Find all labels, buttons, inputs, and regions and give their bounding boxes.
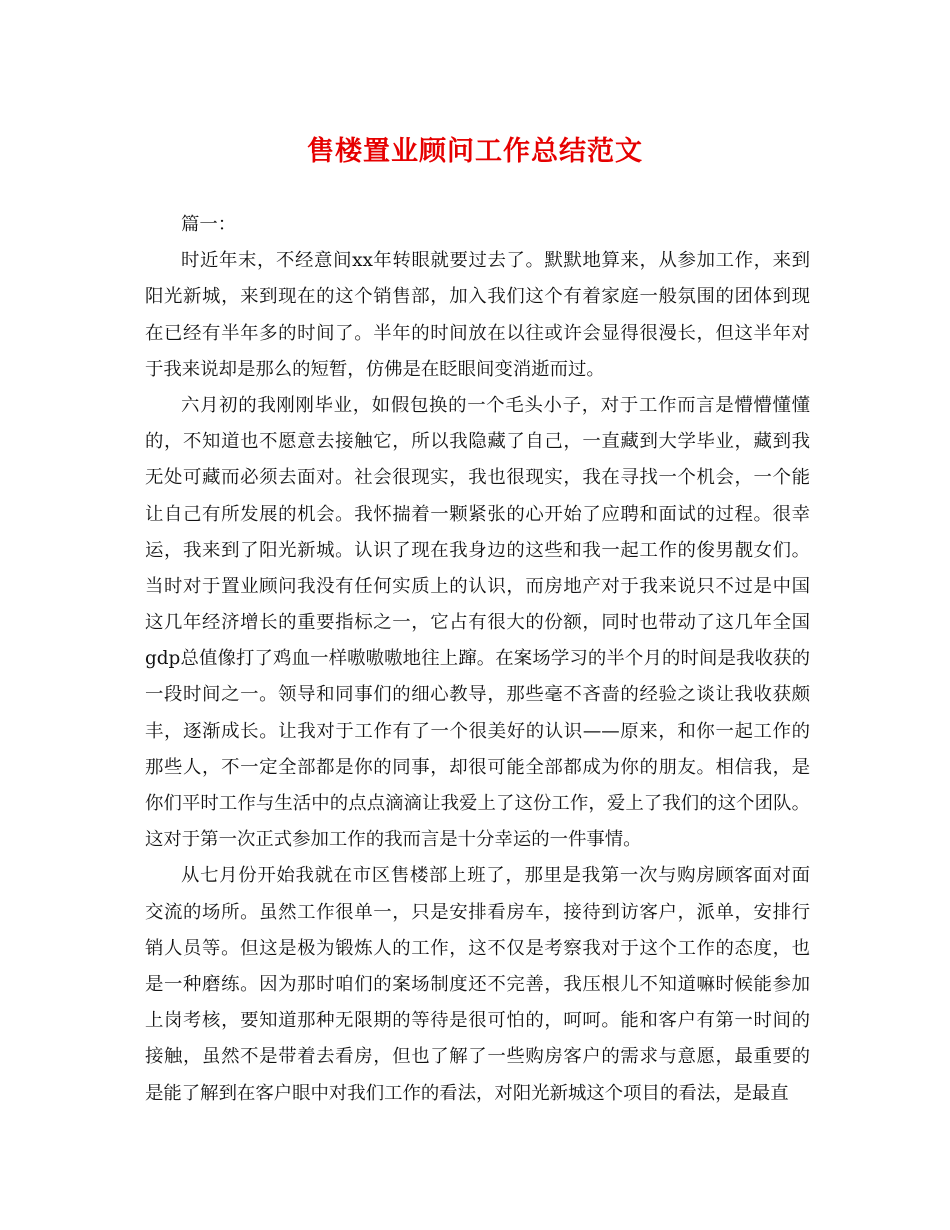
text-line: 时近年末，不经意间xx年转眼就要过去了。默默地算来，从参加工作，来到 <box>181 250 810 272</box>
text-line: 让自己有所发展的机会。我怀揣着一颗紧张的心开始了应聘和面试的过程。很幸 <box>145 503 810 525</box>
text-line: 这几年经济增长的重要指标之一，它占有很大的份额，同时也带动了这几年全国 <box>145 612 810 634</box>
document-body <box>145 207 810 1112</box>
text-line: 六月初的我刚刚毕业，如假包换的一个毛头小子，对于工作而言是懵懵懂懂 <box>181 394 810 416</box>
text-line: 篇一： <box>181 214 237 235</box>
text-line: 阳光新城，来到现在的这个销售部，加入我们这个有着家庭一般氛围的团体到现 <box>145 286 810 308</box>
text-line: 从七月份开始我就在市区售楼部上班了，那里是我第一次与购房顾客面对面 <box>181 865 810 887</box>
text-line: 在已经有半年多的时间了。半年的时间放在以往或许会显得很漫长，但这半年对 <box>145 322 810 344</box>
text-line: 当时对于置业顾问我没有任何实质上的认识，而房地产对于我来说只不过是中国 <box>145 575 810 597</box>
text-line: 无处可藏而必须去面对。社会很现实，我也很现实，我在寻找一个机会，一个能 <box>145 467 810 489</box>
paragraph <box>145 243 810 388</box>
document-title: 售楼置业顾问工作总结范文 <box>307 136 643 167</box>
paragraph <box>145 207 810 243</box>
text-line: 接触，虽然不是带着去看房，但也了解了一些购房客户的需求与意愿，最重要的 <box>145 1046 810 1068</box>
text-line: 于我来说却是那么的短暂，仿佛是在眨眼间变消逝而过。 <box>145 358 605 380</box>
text-line: gdp总值像打了鸡血一样嗷嗷嗷地往上蹿。在案场学习的半个月的时间是我收获的 <box>145 648 810 670</box>
text-line: 是能了解到在客户眼中对我们工作的看法，对阳光新城这个项目的看法，是最直 <box>145 1082 789 1104</box>
text-line: 你们平时工作与生活中的点点滴滴让我爱上了这份工作，爱上了我们的这个团队。 <box>145 793 810 814</box>
text-line: 那些人，不一定全部都是你的同事，却很可能全部都成为你的朋友。相信我，是 <box>145 756 810 778</box>
text-line: 是一种磨练。因为那时咱们的案场制度还不完善，我压根儿不知道嘛时候能参加 <box>145 973 810 995</box>
text-line: 上岗考核，要知道那种无限期的等待是很可怕的，呵呵。能和客户有第一时间的 <box>145 1010 810 1032</box>
text-line: 丰，逐渐成长。让我对于工作有了一个很美好的认识——原来，和你一起工作的 <box>145 720 810 742</box>
text-line: 运，我来到了阳光新城。认识了现在我身边的这些和我一起工作的俊男靓女们。 <box>145 539 810 561</box>
text-line: 的，不知道也不愿意去接触它，所以我隐藏了自己，一直藏到大学毕业，藏到我 <box>145 431 810 453</box>
text-line: 销人员等。但这是极为锻炼人的工作，这不仅是考察我对于这个工作的态度，也 <box>145 937 810 959</box>
text-line: 一段时间之一。领导和同事们的细心教导，那些毫不吝啬的经验之谈让我收获颇 <box>145 684 810 706</box>
text-line: 这对于第一次正式参加工作的我而言是十分幸运的一件事情。 <box>145 829 642 851</box>
paragraph <box>145 388 810 858</box>
text-line: 交流的场所。虽然工作很单一，只是安排看房车，接待到访客户，派单，安排行 <box>145 901 810 923</box>
paragraph <box>145 858 810 1111</box>
